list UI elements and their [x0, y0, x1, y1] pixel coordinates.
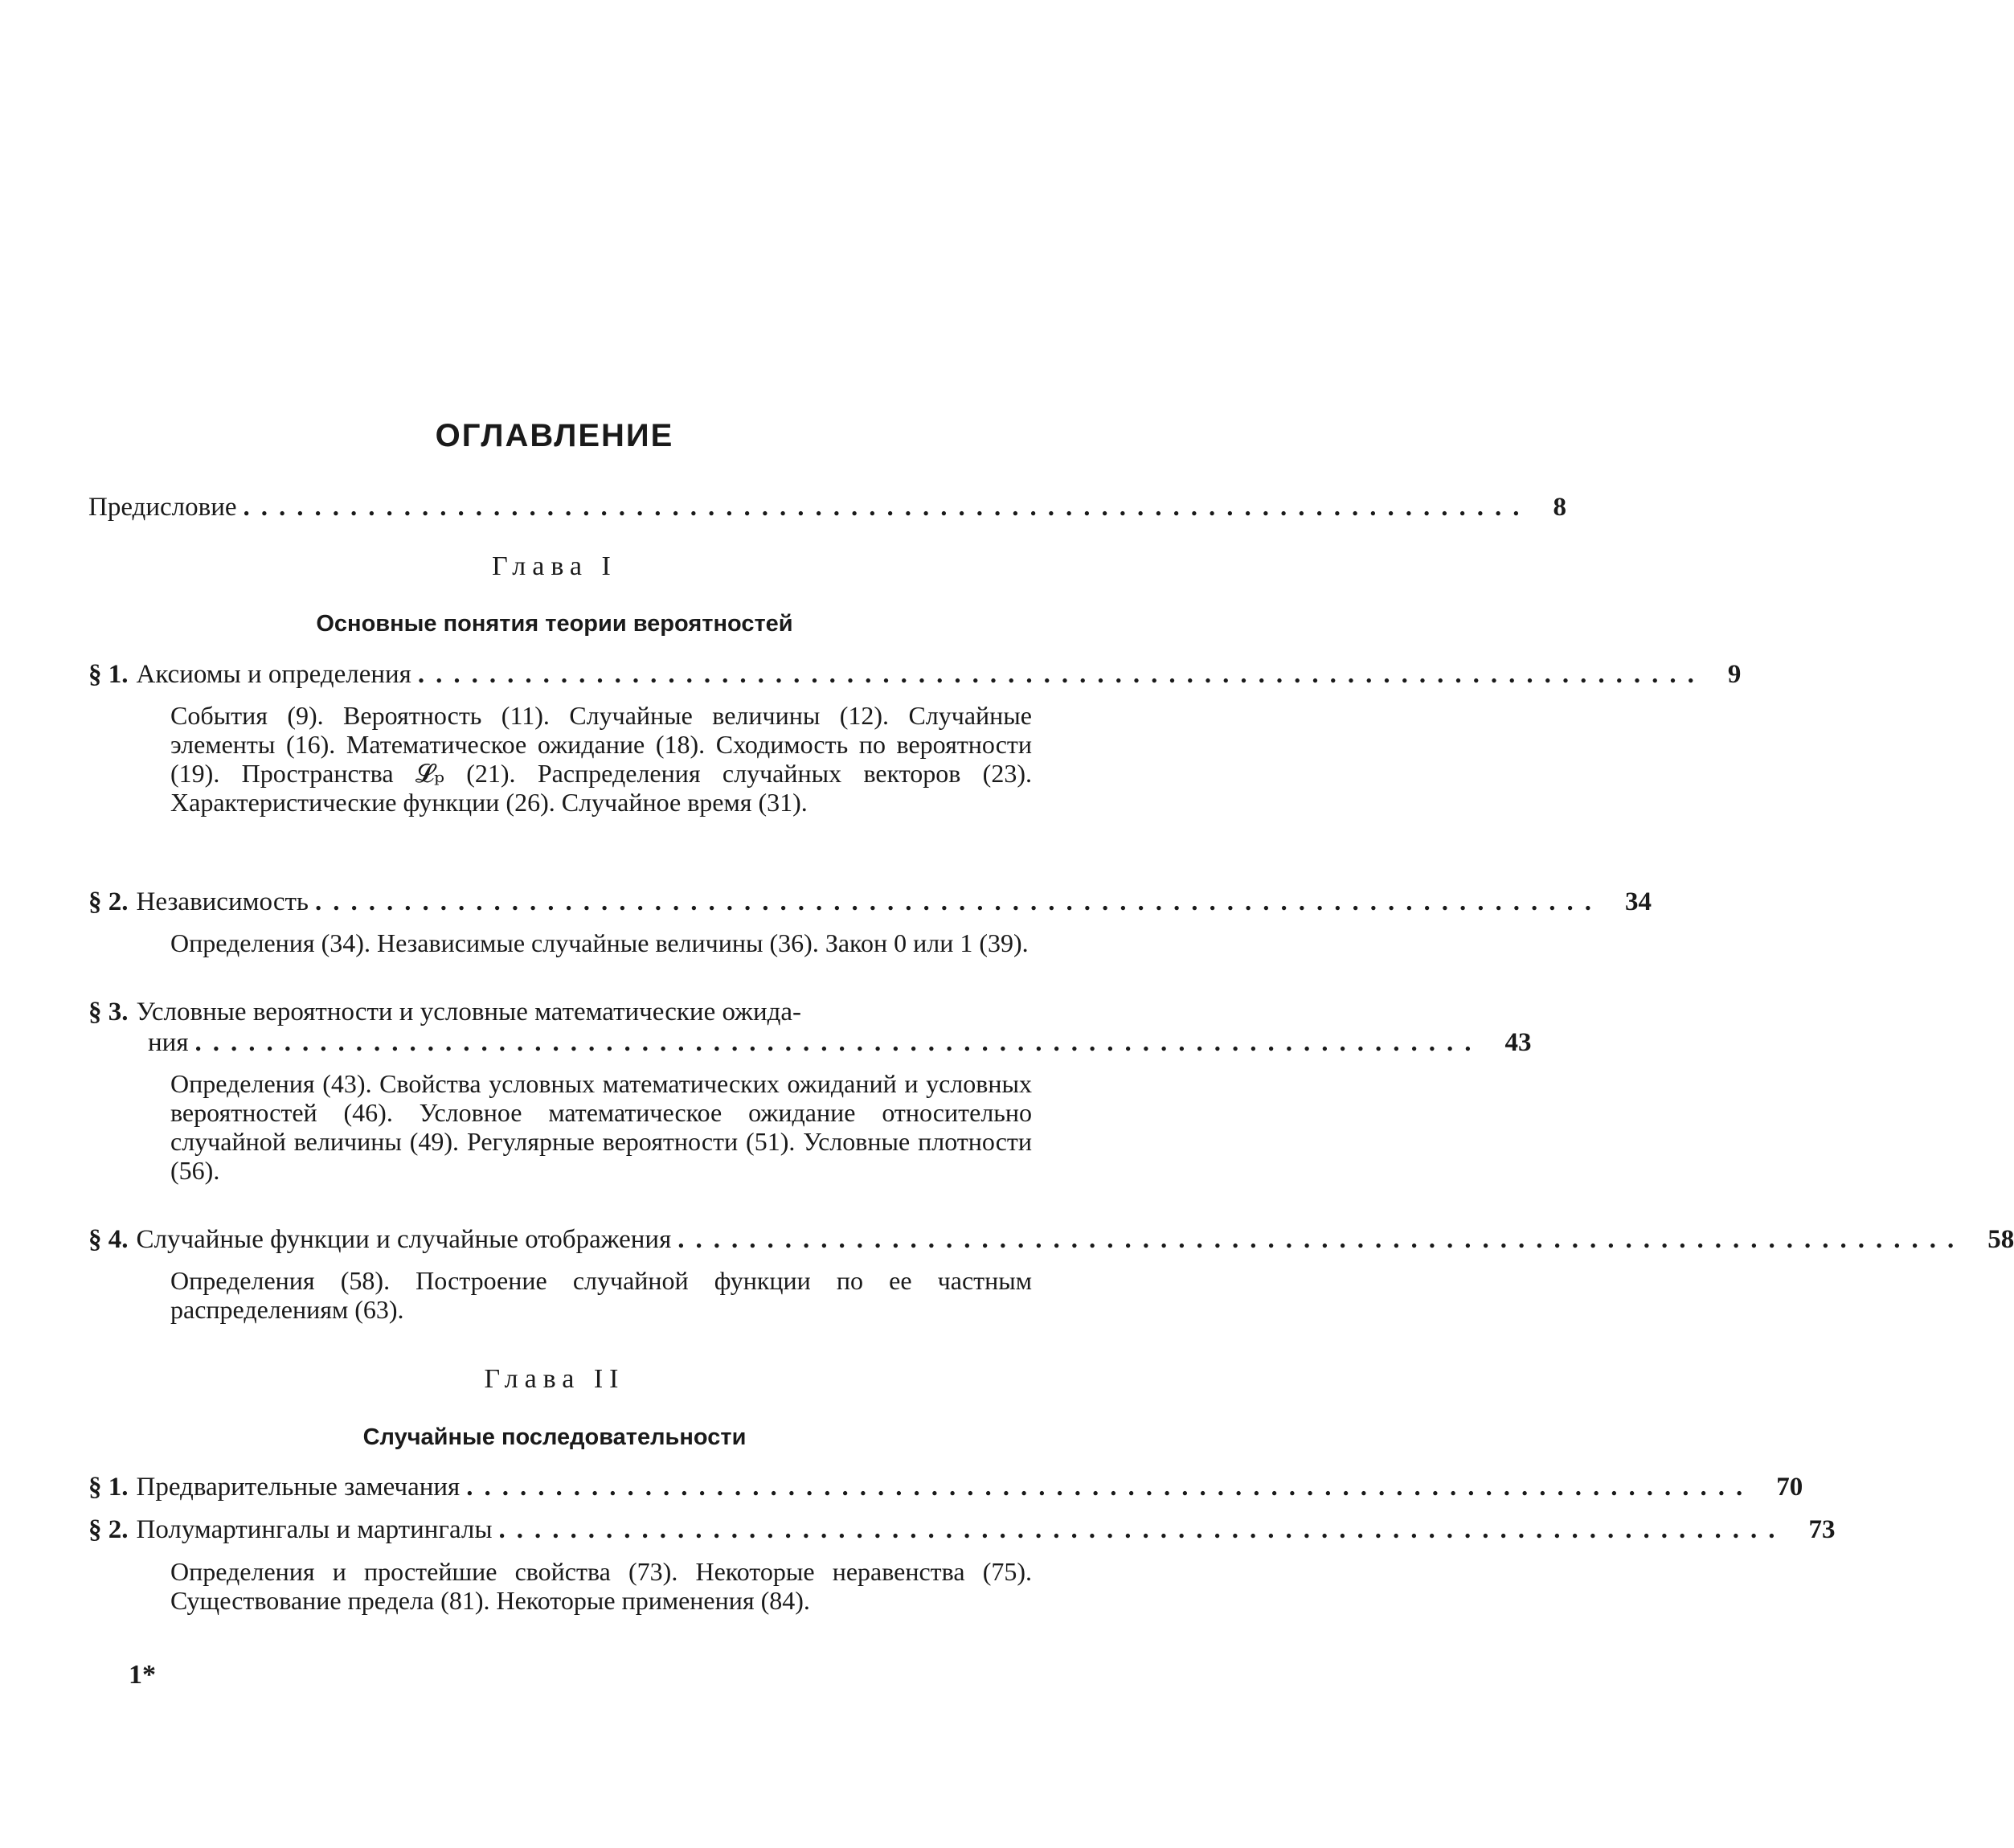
section-name: Случайные функции и случайные отображения [136, 1225, 672, 1254]
toc-page [88, 0, 2014, 1848]
leader-dots: ........................................................................ [314, 887, 1603, 916]
section-number: § 2. [88, 1515, 129, 1544]
section-number: § 3. [88, 998, 129, 1026]
signature-mark: 1* [129, 1660, 156, 1690]
section-number: § 2. [88, 887, 129, 916]
section-number: § 4. [88, 1225, 129, 1254]
page-number: 70 [1776, 1473, 1803, 1502]
section-name-line2: ния [148, 1028, 189, 1057]
section-description: События (9). Вероятность (11). Случайные величины (12). Случайные элементы (16). Математическое ожидание (18). Сходимость по вероятности (19). Пространства 𝓛ₚ (21). Распределения случайных векторов (23). Характеристические функции (26). Случайное время (31). [170, 701, 1032, 817]
toc-entry-section[interactable] [88, 1472, 1803, 1502]
section-description: Определения (34). Независимые случайные величины (36). Закон 0 или 1 (39). [170, 928, 1029, 957]
page-number: 43 [1504, 1028, 1532, 1057]
leader-dots: ........................................................................ [417, 660, 1705, 689]
chapter-title: Случайные последовательности [362, 1424, 747, 1450]
toc-entry-section[interactable] [88, 659, 1742, 690]
section-name-line1: Условные вероятности и условные математические ожида- [136, 998, 802, 1026]
leader-dots: ........................................................................ [498, 1515, 1787, 1544]
toc-entry-section[interactable] [88, 997, 1532, 1058]
section-name: Предварительные замечания [136, 1473, 461, 1502]
entry-label: Предисловие [88, 493, 237, 522]
section-number: § 1. [88, 660, 129, 689]
leader-dots: ........................................................................ [243, 493, 1531, 522]
chapter-heading: Глава II [484, 1364, 625, 1394]
section-description: Определения (58). Построение случайной функции по ее частным распределениям (63). [170, 1266, 1032, 1324]
page-number: 34 [1624, 887, 1652, 916]
section-description: Определения и простейшие свойства (73). Некоторые неравенства (75). Существование предела (81). Некоторые применения (84). [170, 1557, 1032, 1615]
leader-dots: ........................................................................ [677, 1225, 1966, 1254]
toc-entry-section[interactable] [88, 887, 1652, 917]
page-number: 58 [1987, 1225, 2014, 1254]
leader-dots: ........................................................................ [194, 1028, 1483, 1057]
page-number: 9 [1727, 660, 1742, 689]
section-number: § 1. [88, 1473, 129, 1502]
section-description: Определения (43). Свойства условных математических ожиданий и условных вероятностей (46). Условное математическое ожидание относительно случайной величины (49). Регулярные вероятности (51). Условные плотности (56). [170, 1069, 1032, 1185]
toc-entry-section[interactable] [88, 1514, 1836, 1545]
leader-dots: ........................................................................ [466, 1473, 1754, 1502]
section-name: Полумартингалы и мартингалы [136, 1515, 493, 1544]
toc-entry-preface[interactable] [88, 492, 1566, 522]
toc-entry-section[interactable] [88, 1224, 2014, 1255]
section-name: Независимость [136, 887, 309, 916]
chapter-heading: Глава I [492, 551, 617, 581]
page-number: 8 [1553, 493, 1566, 522]
chapter-title: Основные понятия теории вероятностей [316, 611, 793, 637]
page-number: 73 [1808, 1515, 1836, 1544]
section-name: Аксиомы и определения [136, 660, 411, 689]
page-title: ОГЛАВЛЕНИЕ [435, 418, 674, 453]
